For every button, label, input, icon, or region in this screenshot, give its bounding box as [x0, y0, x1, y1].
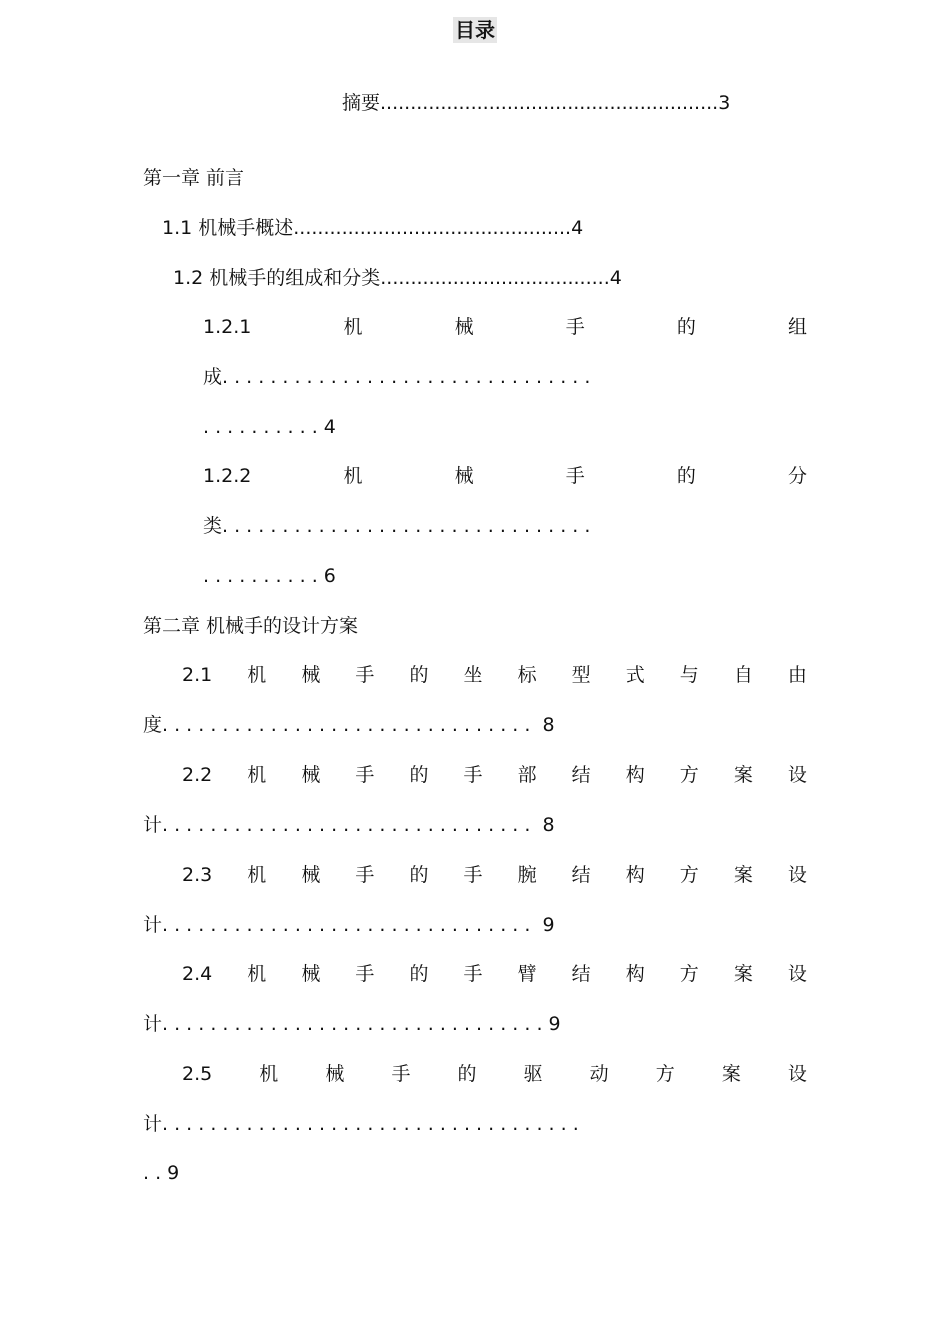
toc-text-segment: 的: [457, 1063, 477, 1085]
toc-text-segment: 的: [409, 764, 429, 786]
toc-text-segment: 型: [571, 664, 591, 686]
toc-text-segment: 设: [787, 764, 807, 786]
toc-entry-2-3[interactable]: [182, 862, 807, 888]
toc-text-segment: 设: [787, 963, 807, 985]
toc-text-segment: 案: [733, 963, 753, 985]
toc-text-segment: 方: [679, 963, 699, 985]
toc-text-segment: 自: [733, 664, 753, 686]
toc-text-segment: 方: [655, 1063, 675, 1085]
toc-entry-2-2[interactable]: [182, 762, 807, 788]
toc-text-segment: 设: [787, 864, 807, 886]
toc-title: 目录: [455, 18, 495, 42]
toc-text-segment: 结: [571, 864, 591, 886]
toc-entry-1-2-2-line3: . . . . . . . . . . 6: [203, 565, 336, 587]
toc-text-segment: 手: [391, 1063, 411, 1085]
toc-text-segment: 机: [247, 664, 267, 686]
toc-text-segment: 的: [409, 664, 429, 686]
toc-text-segment: 动: [589, 1063, 609, 1085]
toc-text-segment: 2.2: [182, 764, 213, 786]
toc-text-segment: 案: [733, 764, 753, 786]
toc-text-segment: 械: [301, 864, 321, 886]
toc-text-segment: 2.5: [182, 1063, 213, 1085]
toc-text-segment: 械: [301, 664, 321, 686]
toc-text-segment: 坐: [463, 664, 483, 686]
toc-text-segment: 案: [721, 1063, 741, 1085]
toc-chapter-1[interactable]: 第一章 前言: [143, 167, 245, 189]
toc-text-segment: 方: [679, 864, 699, 886]
toc-text-segment: 式: [625, 664, 645, 686]
toc-entry-1-2-1-line2: 成. . . . . . . . . . . . . . . . . . . . . . . . . . . . . . .: [203, 366, 591, 388]
toc-text-segment: 构: [625, 864, 645, 886]
toc-text-segment: 部: [517, 764, 537, 786]
toc-text-segment: 分: [787, 465, 807, 487]
toc-text-segment: 的: [676, 465, 696, 487]
toc-entry-abstract[interactable]: 摘要........................................................3: [342, 92, 731, 114]
toc-text-segment: 手: [463, 764, 483, 786]
toc-text-segment: 设: [787, 1063, 807, 1085]
toc-text-segment: 机: [259, 1063, 279, 1085]
toc-text-segment: 械: [454, 316, 474, 338]
toc-text-segment: 2.1: [182, 664, 213, 686]
toc-text-segment: 与: [679, 664, 699, 686]
toc-text-segment: 机: [343, 465, 363, 487]
toc-text-segment: 的: [409, 963, 429, 985]
toc-entry-2-1[interactable]: [182, 662, 807, 688]
toc-text-segment: 的: [676, 316, 696, 338]
toc-text-segment: 臂: [517, 963, 537, 985]
toc-text-segment: 的: [409, 864, 429, 886]
toc-chapter-2[interactable]: 第二章 机械手的设计方案: [143, 615, 359, 637]
toc-entry-2-1-line2: 度. . . . . . . . . . . . . . . . . . . . . . . . . . . . . . . 8: [143, 714, 555, 736]
toc-entry-1-2-1[interactable]: [203, 314, 807, 340]
toc-text-segment: 2.3: [182, 864, 213, 886]
toc-text-segment: 手: [355, 664, 375, 686]
toc-entry-1-2[interactable]: 1.2 机械手的组成和分类......................................4: [173, 267, 622, 289]
toc-entry-2-5-line3: . . 9: [143, 1162, 180, 1184]
toc-entry-2-5[interactable]: [182, 1061, 807, 1087]
toc-text-segment: 构: [625, 963, 645, 985]
toc-text-segment: 结: [571, 764, 591, 786]
toc-entry-2-5-line2: 计. . . . . . . . . . . . . . . . . . . . . . . . . . . . . . . . . . .: [143, 1113, 579, 1135]
toc-entry-1-2-2-line2: 类. . . . . . . . . . . . . . . . . . . . . . . . . . . . . . .: [203, 515, 591, 537]
toc-text-segment: 手: [355, 764, 375, 786]
toc-entry-2-2-line2: 计. . . . . . . . . . . . . . . . . . . . . . . . . . . . . . . 8: [143, 814, 555, 836]
toc-text-segment: 方: [679, 764, 699, 786]
toc-text-segment: 械: [301, 764, 321, 786]
toc-text-segment: 构: [625, 764, 645, 786]
toc-entry-2-4[interactable]: [182, 961, 807, 987]
toc-text-segment: 机: [343, 316, 363, 338]
toc-text-segment: 手: [463, 963, 483, 985]
toc-text-segment: 手: [355, 864, 375, 886]
toc-text-segment: 机: [247, 764, 267, 786]
toc-text-segment: 械: [454, 465, 474, 487]
toc-text-segment: 标: [517, 664, 537, 686]
toc-text-segment: 机: [247, 963, 267, 985]
toc-text-segment: 手: [565, 316, 585, 338]
toc-text-segment: 机: [247, 864, 267, 886]
toc-text-segment: 组: [787, 316, 807, 338]
toc-entry-1-2-2[interactable]: [203, 463, 807, 489]
toc-text-segment: 手: [355, 963, 375, 985]
toc-entry-2-4-line2: 计. . . . . . . . . . . . . . . . . . . . . . . . . . . . . . . . 9: [143, 1013, 561, 1035]
toc-text-segment: 1.2.2: [203, 465, 252, 487]
toc-entry-1-1[interactable]: 1.1 机械手概述..............................................4: [162, 217, 584, 239]
toc-text-segment: 结: [571, 963, 591, 985]
toc-entry-2-3-line2: 计. . . . . . . . . . . . . . . . . . . . . . . . . . . . . . . 9: [143, 914, 555, 936]
toc-text-segment: 驱: [523, 1063, 543, 1085]
toc-text-segment: 由: [787, 664, 807, 686]
toc-text-segment: 腕: [517, 864, 537, 886]
toc-text-segment: 1.2.1: [203, 316, 252, 338]
toc-text-segment: 2.4: [182, 963, 213, 985]
toc-text-segment: 械: [301, 963, 321, 985]
toc-text-segment: 案: [733, 864, 753, 886]
toc-text-segment: 手: [565, 465, 585, 487]
toc-text-segment: 械: [325, 1063, 345, 1085]
toc-text-segment: 手: [463, 864, 483, 886]
toc-entry-1-2-1-line3: . . . . . . . . . . 4: [203, 416, 336, 438]
